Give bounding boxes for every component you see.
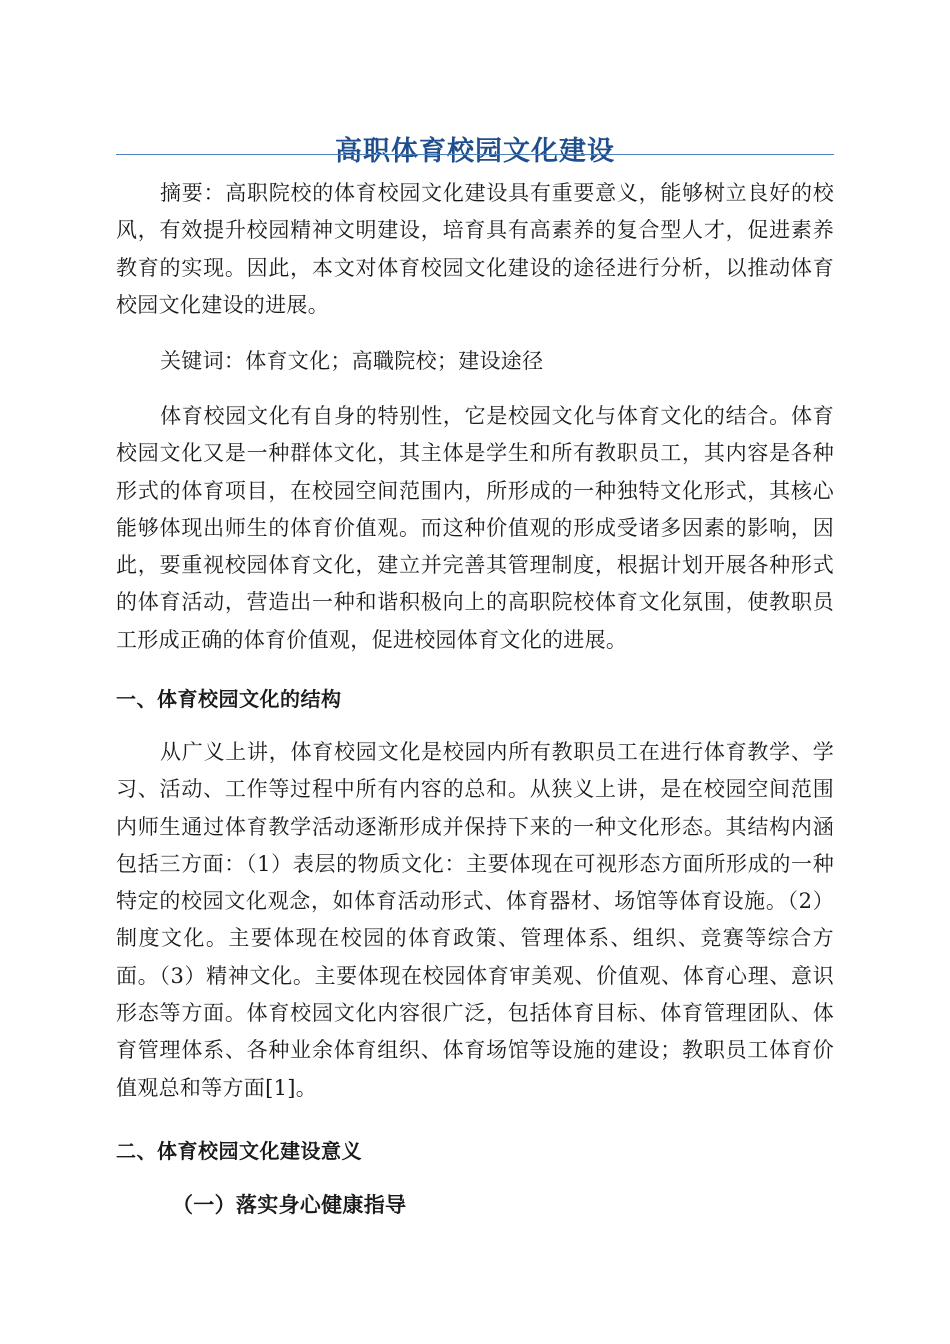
section-1-body: 从广义上讲，体育校园文化是校园内所有教职员工在进行体育教学、学习、活动、工作等过程中所有内容的总和。从狭义上讲，是在校园空间范围内师生通过体育教学活动逐渐形成并保持下来的一种文化形态。其结构内涵包括三方面：（1）表层的物质文化：主要体现在可视形态方面所形成的一种特定的校园文化观念，如体育活动形式、体育器材、场馆等体育设施。（2）制度文化。主要体现在校园的体育政策、管理体系、组织、竞赛等综合方面。（3）精神文化。主要体现在校园体育审美观、价值观、体育心理、意识形态等方面。体育校园文化内容很广泛，包括体育目标、体育管理团队、体育管理体系、各种业余体育组织、体育场馆等设施的建设；教职员工体育价值观总和等方面[1]。 xyxy=(116,740,834,1100)
document-title: 高职体育校园文化建设 xyxy=(335,136,615,168)
section-1-heading: 一、体育校园文化的结构 xyxy=(116,687,342,711)
intro-paragraph: 体育校园文化有自身的特别性，它是校园文化与体育文化的结合。体育校园文化又是一种群体文化，其主体是学生和所有教职员工，其内容是各种形式的体育项目，在校园空间范围内，所形成的一种独特文化形式，其核心能够体现出师生的体育价值观。而这种价值观的形成受诸多因素的影响，因此，要重视校园体育文化，建立并完善其管理制度，根据计划开展各种形式的体育活动，营造出一种和谐积极向上的高职院校体育文化氛围，使教职员工形成正确的体育价值观，促进校园体育文化的进展。 xyxy=(116,404,834,652)
keywords-line: 关键词：体育文化；高職院校；建设途径 xyxy=(160,349,544,373)
title-underline xyxy=(116,154,834,155)
section-2-subheading-1: （一）落实身心健康指导 xyxy=(172,1192,407,1217)
section-2-heading: 二、体育校园文化建设意义 xyxy=(116,1139,362,1163)
abstract-paragraph: 摘要：高职院校的体育校园文化建设具有重要意义，能够树立良好的校风，有效提升校园精神文明建设，培育具有高素养的复合型人才，促进素养教育的实现。因此，本文对体育校园文化建设的途径进行分析，以推动体育校园文化建设的进展。 xyxy=(116,181,834,317)
